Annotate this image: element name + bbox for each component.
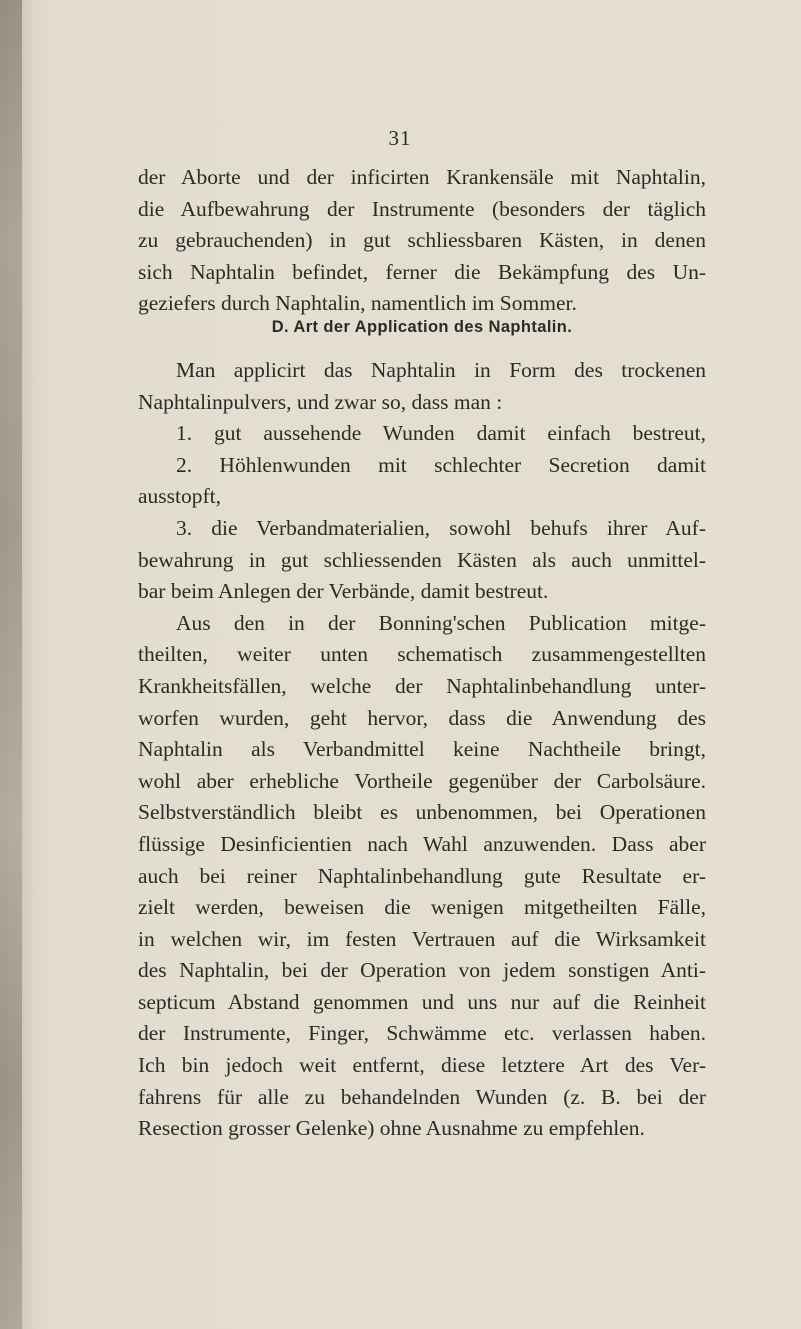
text-line: die Aufbewahrung der Instrumente (besonders der täglich [138,196,706,221]
text-line: Aus den in der Bonning'schen Publication mitge- [176,610,706,635]
text-line: Selbstverständlich bleibt es unbenommen, bei Operationen [138,800,706,825]
text-line: theilten, weiter unten schematisch zusammengestellten [138,642,706,667]
list-item: 1. gut aussehende Wunden damit einfach bestreut, [176,421,706,446]
text-line: der Aborte und der inficirten Krankensäle mit Naphtalin, [138,165,706,189]
text-line: fahrens für alle zu behandelnden Wunden (z. B. bei der [138,1084,706,1109]
text-line: bewahrung in gut schliessenden Kästen als auch unmittel- [138,547,706,572]
text-line: sich Naphtalin befindet, ferner die Bekämpfung des Un- [138,259,706,284]
text-line: zu gebrauchenden) in gut schliessbaren Kästen, in denen [138,228,706,253]
text-line: septicum Abstand genommen und uns nur auf die Reinheit [138,989,706,1014]
text-line: Naphtalin als Verbandmittel keine Nachtheile bringt, [138,737,706,762]
paragraph-continuation [138,162,706,320]
text-line: worfen wurden, geht hervor, dass die Anwendung des [138,705,706,730]
text-line: Krankheitsfällen, welche der Naphtalinbehandlung unter- [138,673,706,698]
section-body [138,355,706,1145]
page-number: 31 [388,126,412,150]
text-line: flüssige Desinficientien nach Wahl anzuwenden. Dass aber [138,831,706,856]
text-line: auch bei reiner Naphtalinbehandlung gute Resultate er- [138,863,706,888]
text-line: geziefers durch Naphtalin, namentlich im Sommer. [138,291,577,316]
section-heading: D. Art der Application des Naphtalin. [271,318,573,336]
list-item: 2. Höhlenwunden mit schlechter Secretion damit [176,452,706,477]
text-line: Man applicirt das Naphtalin in Form des trockenen [176,358,706,382]
text-line: Resection grosser Gelenke) ohne Ausnahme zu empfehlen. [138,1116,645,1141]
text-line: der Instrumente, Finger, Schwämme etc. verlassen haben. [138,1021,706,1046]
text-line: Ich bin jedoch weit entfernt, diese letztere Art des Ver- [138,1053,706,1078]
binding-edge [0,0,22,1329]
text-line: zielt werden, beweisen die wenigen mitgetheilten Fälle, [138,895,706,920]
text-line: ausstopft, [138,484,222,509]
text-line: des Naphtalin, bei der Operation von jedem sonstigen Anti- [138,958,706,983]
text-line: Naphtalinpulvers, und zwar so, dass man : [138,389,503,414]
text-line: bar beim Anlegen der Verbände, damit bestreut. [138,579,549,604]
text-line: in welchen wir, im festen Vertrauen auf die Wirksamkeit [138,926,706,951]
text-line: wohl aber erhebliche Vortheile gegenüber der Carbolsäure. [138,768,706,793]
list-item: 3. die Verbandmaterialien, sowohl behufs ihrer Auf- [176,515,706,540]
